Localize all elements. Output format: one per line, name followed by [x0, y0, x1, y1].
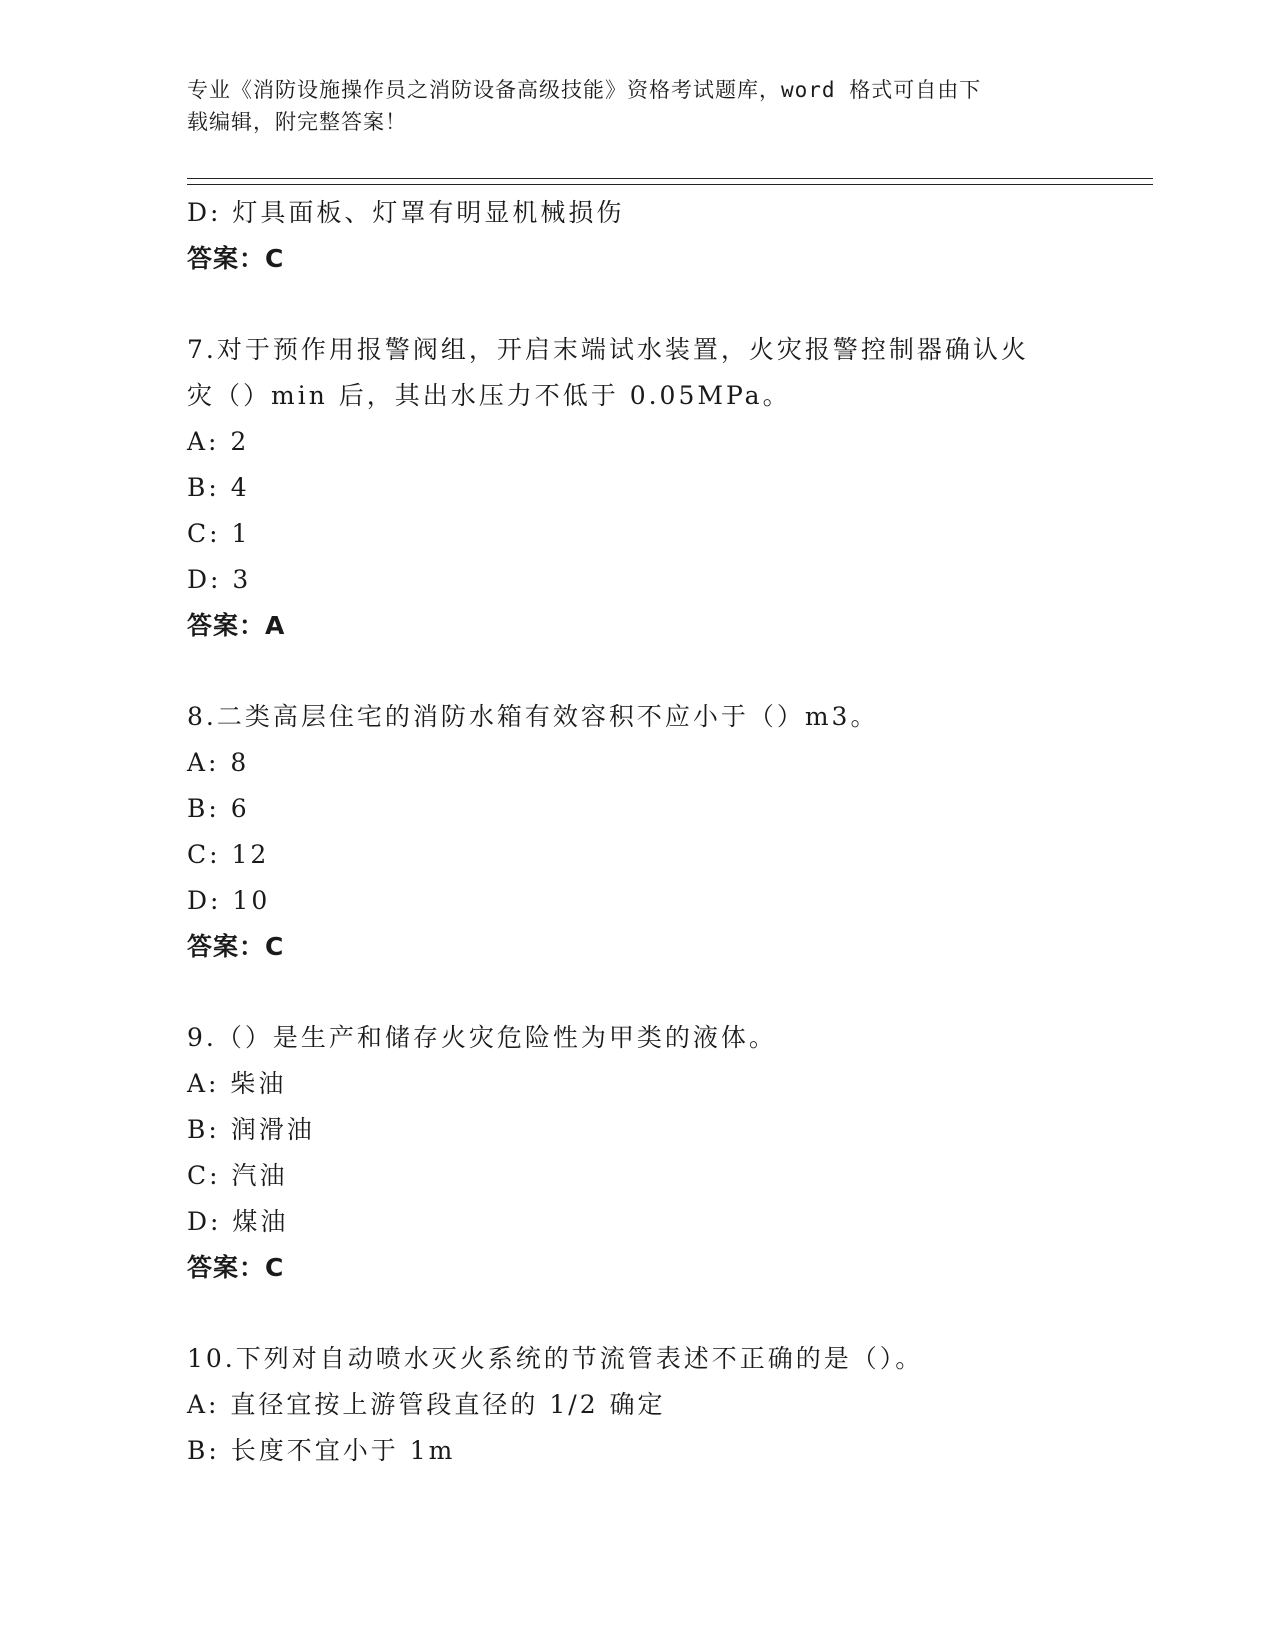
option-b: B: 6 [187, 794, 250, 823]
document-body [187, 190, 1087, 1474]
question-8 [187, 694, 1087, 970]
question-6-option-d: D: 灯具面板、灯罩有明显机械损伤 [187, 198, 625, 227]
spacer [187, 1291, 1087, 1336]
question-10 [187, 1336, 1087, 1474]
answer: 答案：A [187, 611, 286, 640]
header-line-1: 专业《消防设施操作员之消防设备高级技能》资格考试题库，word 格式可自由下 [187, 78, 982, 102]
option-b: B: 长度不宜小于 1m [187, 1436, 456, 1465]
question-stem-continued: 灾（）min 后，其出水压力不低于 0.05MPa。 [187, 381, 791, 410]
option-b: B: 润滑油 [187, 1115, 315, 1144]
spacer [187, 282, 1087, 327]
header-line-2: 载编辑，附完整答案！ [187, 110, 407, 134]
option-b: B: 4 [187, 473, 250, 502]
question-6-answer: 答案：C [187, 244, 285, 273]
header-divider [187, 178, 1153, 185]
answer: 答案：C [187, 1253, 285, 1282]
option-a: A: 8 [187, 748, 250, 777]
question-9 [187, 1015, 1087, 1291]
option-d: D: 煤油 [187, 1207, 289, 1236]
question-7 [187, 327, 1087, 649]
option-c: C: 12 [187, 840, 270, 869]
option-a: A: 2 [187, 427, 250, 456]
option-a: A: 直径宜按上游管段直径的 1/2 确定 [187, 1390, 666, 1419]
spacer [187, 970, 1087, 1015]
question-stem: 10.下列对自动喷水灭火系统的节流管表述不正确的是（）。 [187, 1344, 924, 1373]
page-header [187, 74, 1067, 138]
answer: 答案：C [187, 932, 285, 961]
question-stem: 9.（）是生产和储存火灾危险性为甲类的液体。 [187, 1023, 777, 1052]
option-c: C: 1 [187, 519, 251, 548]
option-c: C: 汽油 [187, 1161, 288, 1190]
option-d: D: 3 [187, 565, 252, 594]
spacer [187, 649, 1087, 694]
option-a: A: 柴油 [187, 1069, 287, 1098]
question-stem: 8.二类高层住宅的消防水箱有效容积不应小于（）m3。 [187, 702, 879, 731]
option-d: D: 10 [187, 886, 271, 915]
question-stem: 7.对于预作用报警阀组，开启末端试水装置，火灾报警控制器确认火 [187, 335, 1029, 364]
